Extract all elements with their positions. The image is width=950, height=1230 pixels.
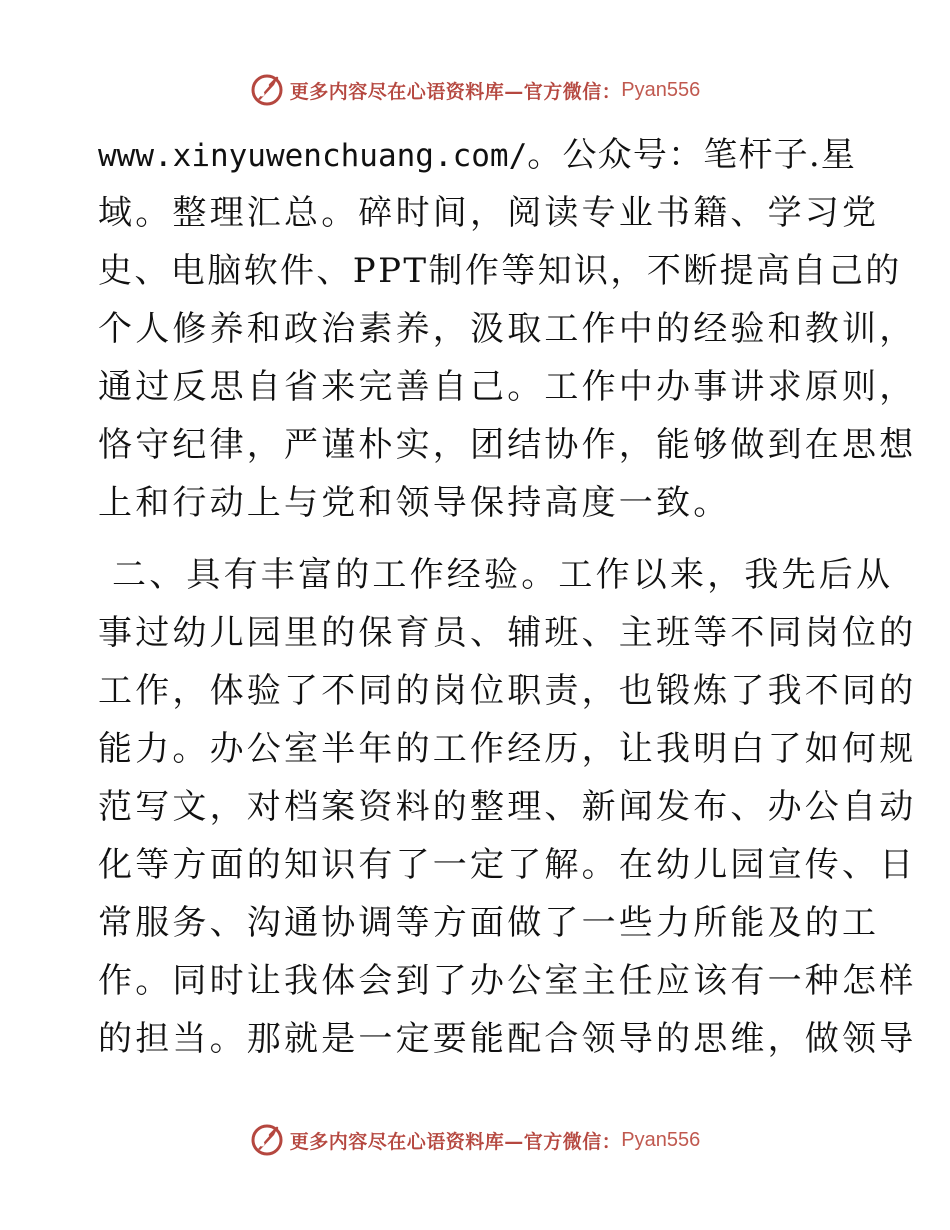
text-line: 能力。办公室半年的工作经历，让我明白了如何规: [98, 729, 917, 769]
text-line: [98, 126, 857, 184]
paragraph-2: [98, 546, 917, 1068]
quill-logo-icon: [250, 73, 284, 107]
text-line: 化等方面的知识有了一定了解。在幼儿园宣传、日: [98, 845, 917, 885]
text-line: 史、电脑软件、PPT制作等知识，不断提高自己的: [98, 251, 902, 291]
footer-wechat-id: Pyan556: [621, 1128, 701, 1151]
header-wechat-id: Pyan556: [621, 78, 701, 101]
text-line: 二、具有丰富的工作经验。工作以来，我先后从: [98, 555, 894, 595]
text-line: 通过反思自省来完善自己。工作中办事讲求原则，: [98, 367, 917, 407]
text-line: 作。同时让我体会到了办公室主任应该有一种怎样: [98, 961, 917, 1001]
text-line: 工作，体验了不同的岗位职责，也锻炼了我不同的: [98, 671, 917, 711]
text-line-segment: 。公众号：笔杆子.星: [527, 135, 857, 175]
text-line: 上和行动上与党和领导保持高度一致。: [98, 483, 731, 523]
header-banner: [0, 70, 950, 110]
text-line: 恪守纪律，严谨朴实，团结协作，能够做到在思想: [98, 425, 917, 465]
header-brand-text: 更多内容尽在心语资料库—官方微信：: [289, 80, 622, 103]
text-line: 域。整理汇总。碎时间，阅读专业书籍、学习党: [98, 193, 880, 233]
document-body: [98, 126, 917, 1068]
paragraph-1: [98, 126, 917, 532]
text-line: 范写文，对档案资料的整理、新闻发布、办公自动: [98, 787, 917, 827]
text-line: 事过幼儿园里的保育员、辅班、主班等不同岗位的: [98, 613, 917, 653]
website-url: www.xinyuwenchuang.com/: [98, 138, 528, 174]
text-line: 常服务、沟通协调等方面做了一些力所能及的工: [98, 903, 880, 943]
quill-logo-icon: [250, 1123, 284, 1157]
text-line: 的担当。那就是一定要能配合领导的思维，做领导: [98, 1019, 917, 1059]
footer-brand-text: 更多内容尽在心语资料库—官方微信：: [289, 1130, 622, 1153]
footer-banner: [0, 1120, 950, 1160]
text-line: 个人修养和政治素养，汲取工作中的经验和教训，: [98, 309, 917, 349]
